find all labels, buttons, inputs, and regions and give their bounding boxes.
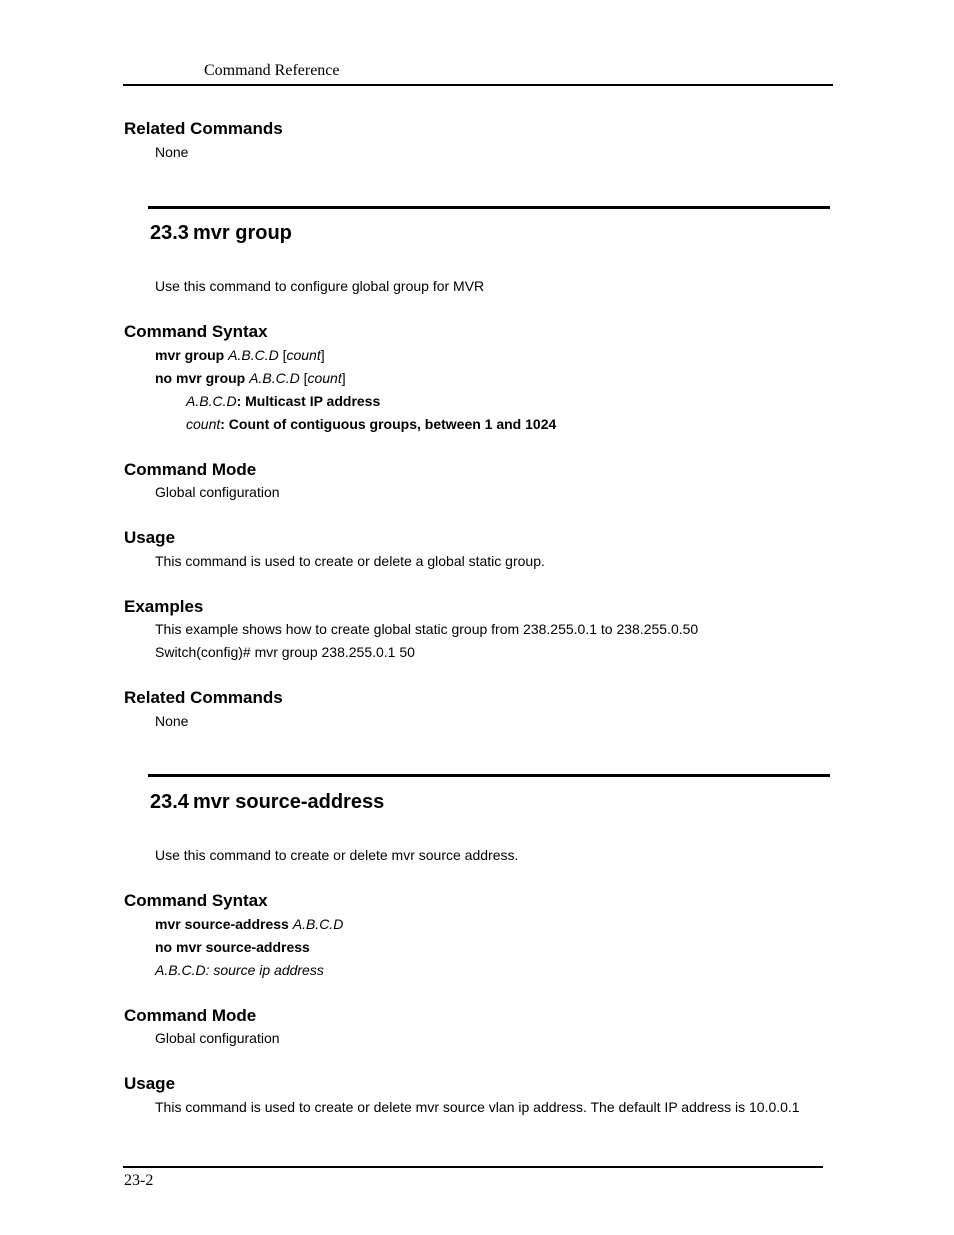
section-number: 23.3 [150,222,189,244]
section-title-23-3 [150,222,292,245]
section-title-23-4 [150,791,384,814]
section-intro: Use this command to configure global group for MVR [155,278,485,294]
usage-heading: Usage [124,1074,176,1093]
command-mode-value: Global configuration [155,1030,280,1046]
examples-text: This example shows how to create global static group from 238.255.0.1 to 238.255.0.50 [155,621,699,637]
syntax-line [155,347,325,363]
examples-heading: Examples [124,597,204,616]
section-name: mvr group [193,222,292,244]
parameter-line [186,393,380,409]
usage-heading: Usage [124,528,176,547]
usage-text: This command is used to create or delete a global static group. [155,553,545,569]
syntax-command: mvr group [155,347,225,363]
parameter-name: A.B.C.D [186,393,237,409]
command-syntax-heading: Command Syntax [124,322,268,341]
parameter-line [186,416,556,432]
parameter-description: : Multicast IP address [236,393,381,409]
page-number: 23-2 [124,1172,154,1189]
section-rule [148,774,830,777]
command-syntax-heading: Command Syntax [124,891,268,910]
command-mode-heading: Command Mode [124,460,257,479]
syntax-command: no mvr source-address [155,939,310,955]
parameter-name: count [186,416,221,432]
command-mode-value: Global configuration [155,484,280,500]
section-name: mvr source-address [193,791,385,813]
section-rule [148,206,830,209]
syntax-line [155,370,346,386]
usage-text: This command is used to create or delete mvr source vlan ip address. The default IP address is 10.0.0.1 [155,1099,800,1115]
examples-command: Switch(config)# mvr group 238.255.0.1 50 [155,644,415,660]
syntax-command: no mvr group [155,370,246,386]
syntax-command: mvr source-address [155,916,289,932]
syntax-optional: count [286,347,321,363]
bracket-close: ] [341,370,346,386]
related-commands-heading: Related Commands [124,688,283,707]
running-header: Command Reference [204,62,340,79]
command-mode-heading: Command Mode [124,1006,257,1025]
footer-rule [123,1166,823,1168]
syntax-line [155,916,343,932]
syntax-argument: A.B.C.D [228,347,279,363]
parameter-description: : Count of contiguous groups, between 1 and 1024 [220,416,557,432]
related-commands-value: None [155,144,189,160]
bracket-close: ] [320,347,325,363]
section-intro: Use this command to create or delete mvr source address. [155,847,519,863]
header-rule [123,84,833,86]
syntax-argument: A.B.C.D [249,370,300,386]
parameter-line: A.B.C.D: source ip address [155,962,324,978]
bracket-open: [ [299,370,308,386]
syntax-argument: A.B.C.D [292,916,344,932]
bracket-open: [ [278,347,287,363]
section-number: 23.4 [150,791,189,813]
related-commands-value: None [155,713,189,729]
related-commands-heading: Related Commands [124,119,283,138]
syntax-optional: count [307,370,342,386]
